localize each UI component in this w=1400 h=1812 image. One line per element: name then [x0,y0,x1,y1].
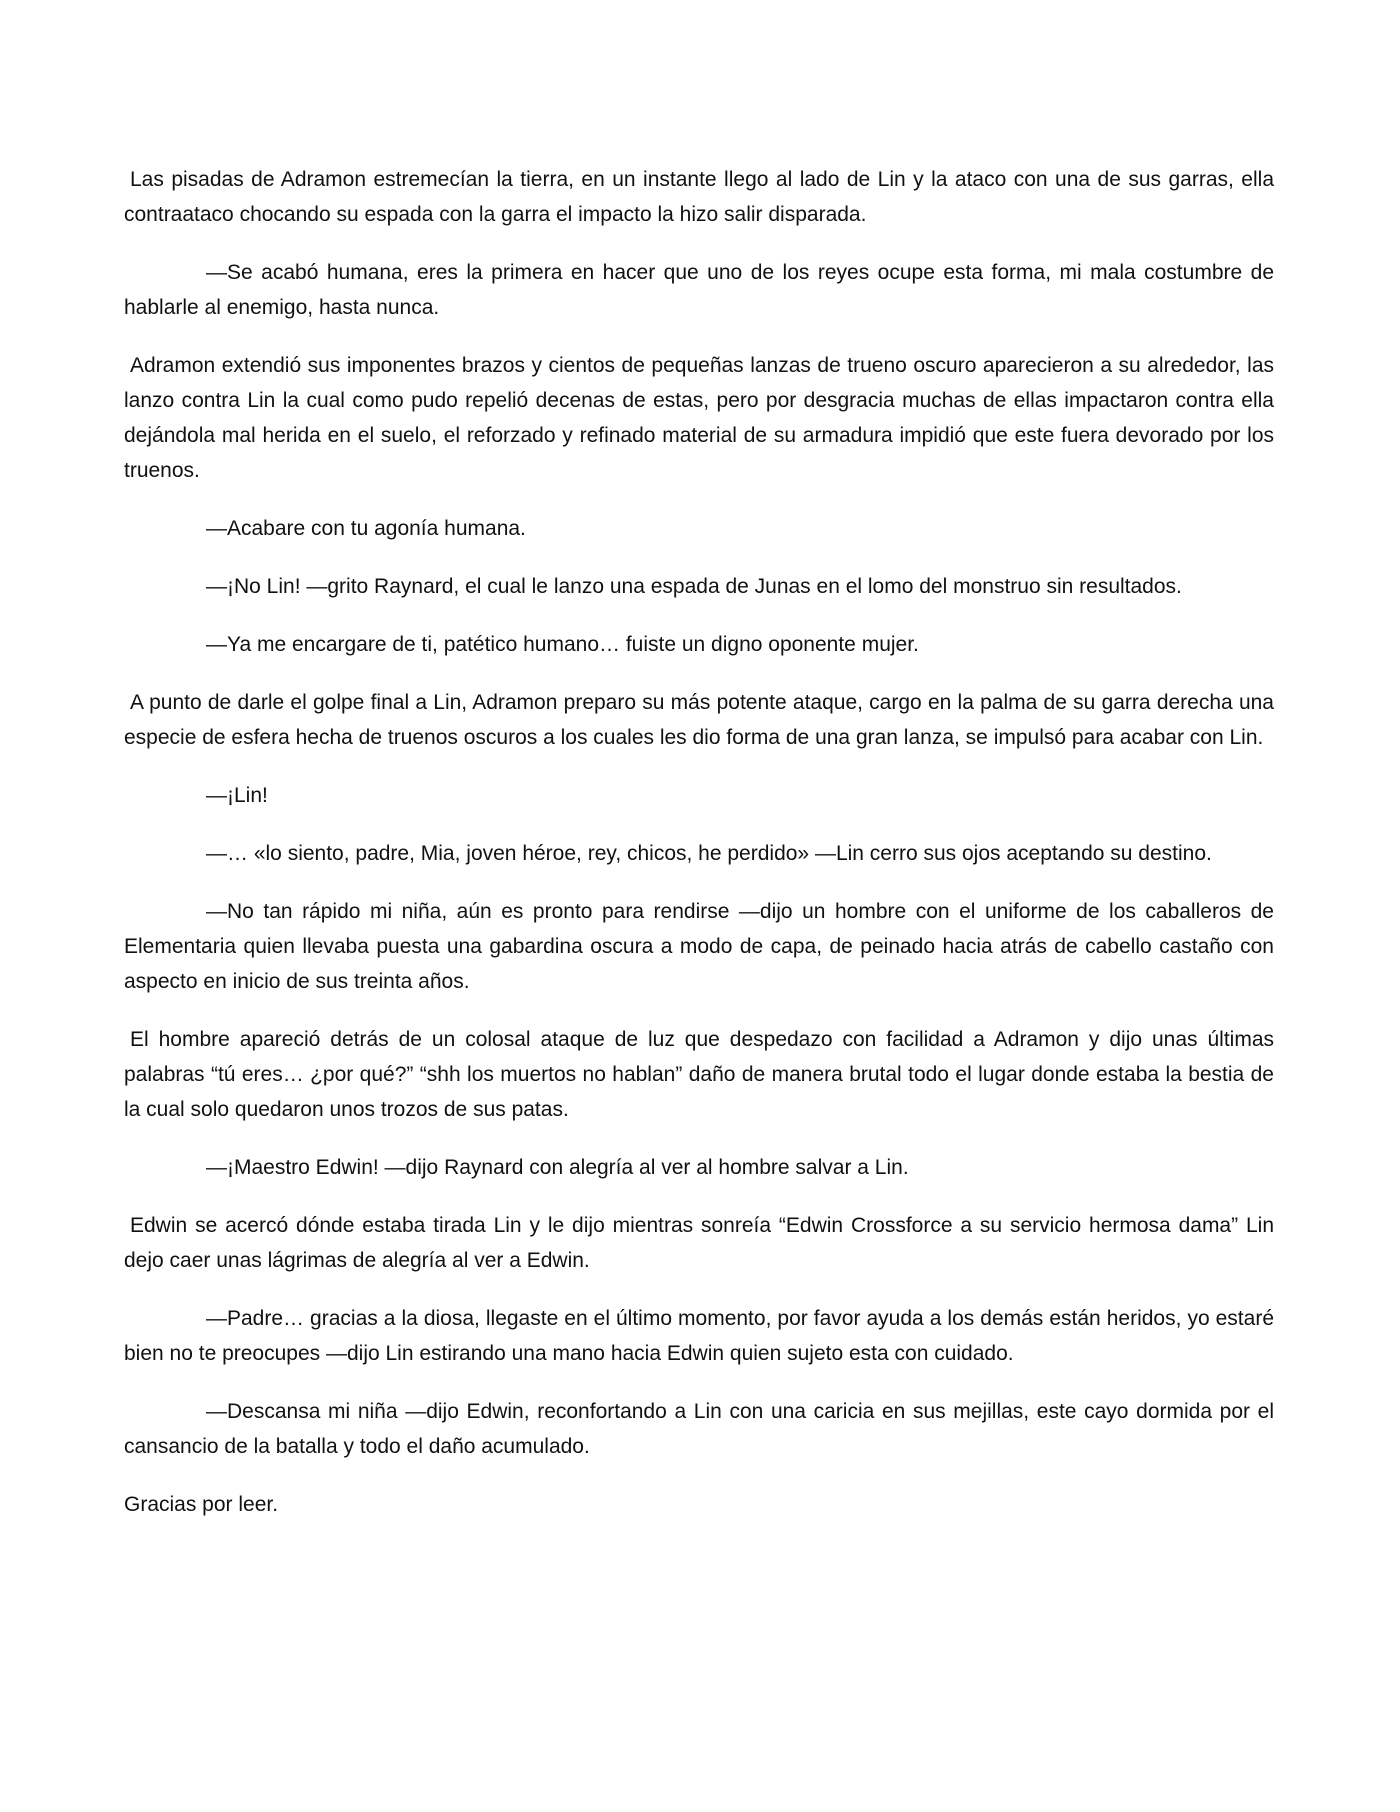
paragraph-3: Adramon extendió sus imponentes brazos y cientos de pequeñas lanzas de trueno oscuro aparecieron a su alrededor, las lanzo contra Lin la cual como pudo repelió decenas de estas, pero por desgracia muchas de ellas impactaron contra ella dejándola mal herida en el suelo, el reforzado y refinado material de su armadura impidió que este fuera devorado por los truenos. [124,354,1274,482]
paragraph-15: —Descansa mi niña —dijo Edwin, reconfortando a Lin con una caricia en sus mejillas, este cayo dormida por el cansancio de la batalla y todo el daño acumulado. [124,1400,1274,1458]
paragraph-6: —Ya me encargare de ti, patético humano… fuiste un digno oponente mujer. [206,633,919,656]
document-body [124,162,1274,1545]
paragraph-14: —Padre… gracias a la diosa, llegaste en el último momento, por favor ayuda a los demás están heridos, yo estaré bien no te preocupes —dijo Lin estirando una mano hacia Edwin quien sujeto esta con cuidado. [124,1307,1274,1365]
closing-line: Gracias por leer. [124,1493,279,1516]
paragraph-13: Edwin se acercó dónde estaba tirada Lin y le dijo mientras sonreía “Edwin Crossforce a su servicio hermosa dama” Lin dejo caer unas lágrimas de alegría al ver a Edwin. [124,1214,1274,1272]
paragraph-5: —¡No Lin! —grito Raynard, el cual le lanzo una espada de Junas en el lomo del monstruo sin resultados. [206,575,1182,598]
paragraph-4: —Acabare con tu agonía humana. [206,517,526,540]
paragraph-12: —¡Maestro Edwin! —dijo Raynard con alegría al ver al hombre salvar a Lin. [206,1156,909,1179]
paragraph-1: Las pisadas de Adramon estremecían la tierra, en un instante llego al lado de Lin y la ataco con una de sus garras, ella contraataco chocando su espada con la garra el impacto la hizo salir disparada. [124,168,1274,226]
paragraph-8: —¡Lin! [206,784,268,807]
paragraph-11: El hombre apareció detrás de un colosal ataque de luz que despedazo con facilidad a Adramon y dijo unas últimas palabras “tú eres… ¿por qué?” “shh los muertos no hablan” daño de manera brutal todo el lugar donde estaba la bestia de la cual solo quedaron unos trozos de sus patas. [124,1028,1274,1121]
paragraph-7: A punto de darle el golpe final a Lin, Adramon preparo su más potente ataque, cargo en la palma de su garra derecha una especie de esfera hecha de truenos oscuros a los cuales les dio forma de una gran lanza, se impulsó para acabar con Lin. [124,691,1274,749]
paragraph-2: —Se acabó humana, eres la primera en hacer que uno de los reyes ocupe esta forma, mi mala costumbre de hablarle al enemigo, hasta nunca. [124,261,1274,319]
paragraph-9: —… «lo siento, padre, Mia, joven héroe, rey, chicos, he perdido» —Lin cerro sus ojos aceptando su destino. [206,842,1212,865]
paragraph-10: —No tan rápido mi niña, aún es pronto para rendirse —dijo un hombre con el uniforme de los caballeros de Elementaria quien llevaba puesta una gabardina oscura a modo de capa, de peinado hacia atrás de cabello castaño con aspecto en inicio de sus treinta años. [124,900,1274,993]
